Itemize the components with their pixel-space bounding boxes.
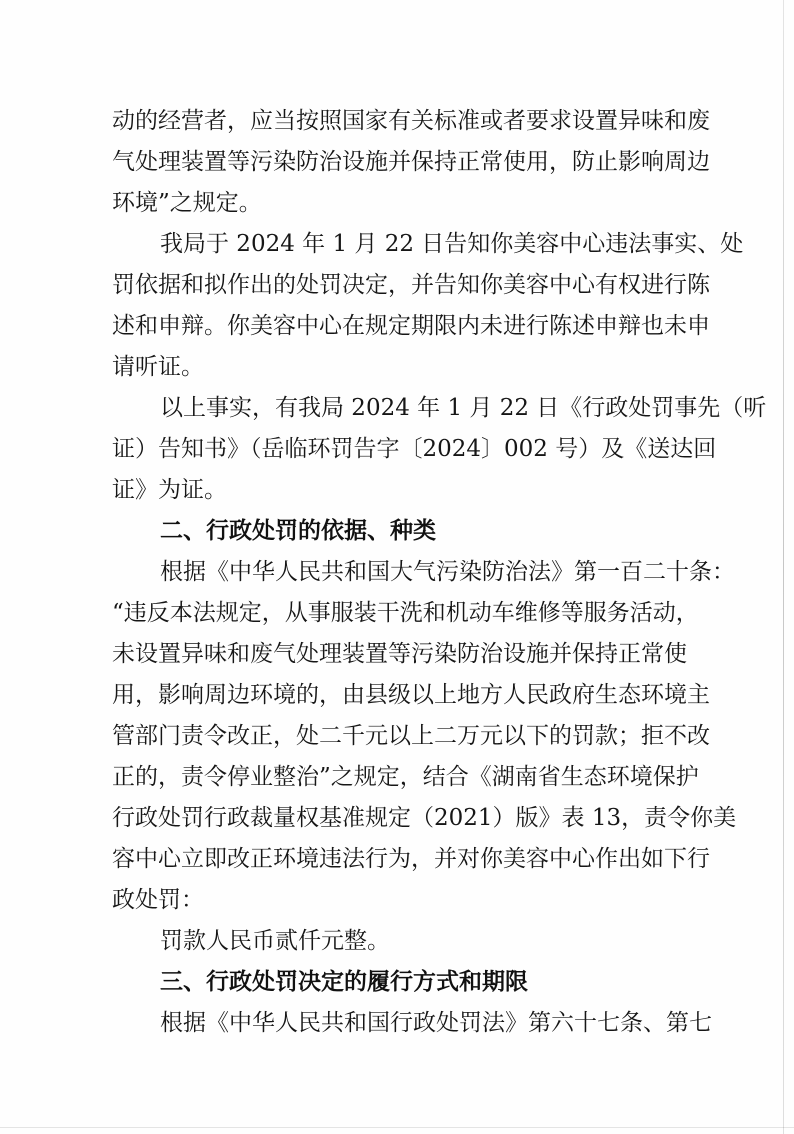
paragraph-line: 罚依据和拟作出的处罚决定，并告知你美容中心有权进行陈 bbox=[112, 272, 710, 298]
paragraph-line: 管部门责令改正，处二千元以上二万元以下的罚款；拒不改 bbox=[112, 723, 710, 749]
paragraph-line: 用，影响周边环境的，由县级以上地方人民政府生态环境主 bbox=[112, 682, 710, 708]
paragraph-line: 环境”之规定。 bbox=[112, 190, 262, 216]
paragraph-line: 未设置异味和废气处理装置等污染防治设施并保持正常使 bbox=[112, 641, 687, 667]
paragraph-line: 述和申辩。你美容中心在规定期限内未进行陈述申辩也未申 bbox=[112, 313, 710, 339]
paragraph-line: 证）告知书》（岳临环罚告字〔2024〕002 号）及《送达回 bbox=[112, 436, 717, 462]
scan-edge-bottom bbox=[0, 1127, 794, 1128]
paragraph-line: 行政处罚行政裁量权基准规定（2021）版》表 13，责令你美 bbox=[112, 805, 737, 831]
section-heading: 二、行政处罚的依据、种类 bbox=[160, 518, 436, 544]
paragraph-line: 证》为证。 bbox=[112, 477, 227, 503]
paragraph-line: 容中心立即改正环境违法行为，并对你美容中心作出如下行 bbox=[112, 846, 710, 872]
paragraph-line: 罚款人民币贰仟元整。 bbox=[160, 928, 390, 954]
paragraph-line: 正的，责令停业整治”之规定，结合《湖南省生态环境保护 bbox=[112, 764, 699, 790]
paragraph-line: 根据《中华人民共和国大气污染防治法》第一百二十条： bbox=[160, 559, 735, 585]
scan-edge-right bbox=[783, 0, 784, 1134]
paragraph-line: “违反本法规定，从事服装干洗和机动车维修等服务活动， bbox=[112, 600, 699, 626]
paragraph-line: 政处罚： bbox=[112, 887, 204, 913]
paragraph-line: 请听证。 bbox=[112, 354, 204, 380]
section-heading: 三、行政处罚决定的履行方式和期限 bbox=[160, 969, 528, 995]
paragraph-line: 我局于 2024 年 1 月 22 日告知你美容中心违法事实、处 bbox=[160, 231, 744, 257]
paragraph-line: 气处理装置等污染防治设施并保持正常使用，防止影响周边 bbox=[112, 149, 710, 175]
paragraph-line: 动的经营者，应当按照国家有关标准或者要求设置异味和废 bbox=[112, 108, 710, 134]
paragraph-line: 根据《中华人民共和国行政处罚法》第六十七条、第七 bbox=[160, 1010, 712, 1036]
paragraph-line: 以上事实，有我局 2024 年 1 月 22 日《行政处罚事先（听 bbox=[160, 395, 767, 421]
